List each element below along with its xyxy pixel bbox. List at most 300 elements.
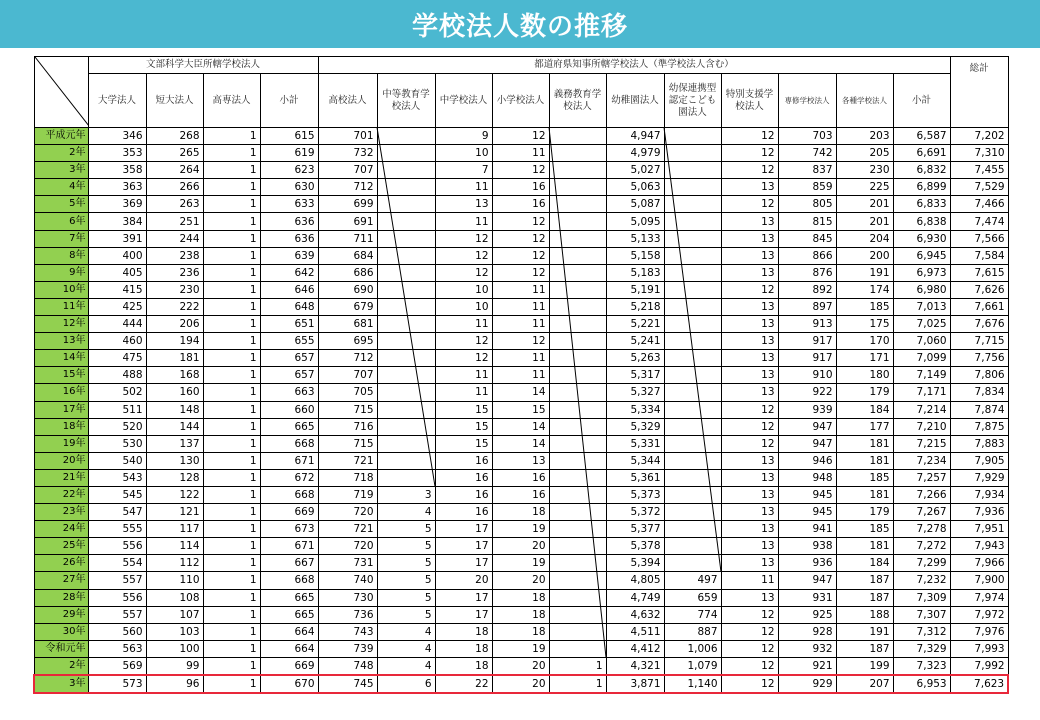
- value-cell: 6,980: [893, 281, 950, 298]
- value-cell: 7,312: [893, 623, 950, 640]
- value-cell: 4,511: [606, 623, 664, 640]
- value-cell: 716: [318, 418, 377, 435]
- table-row: [34, 675, 1008, 693]
- value-cell: 13: [721, 452, 778, 469]
- value-cell: 615: [260, 128, 318, 145]
- value-cell: 5: [377, 589, 435, 606]
- year-cell: 24年: [34, 521, 88, 538]
- value-cell: 569: [88, 657, 146, 675]
- value-cell: 17: [435, 538, 492, 555]
- value-cell: 170: [836, 333, 893, 350]
- value-cell: 13: [721, 350, 778, 367]
- value-cell: 7,972: [950, 606, 1008, 623]
- value-cell: 201: [836, 196, 893, 213]
- value-cell: 181: [146, 350, 203, 367]
- value-cell: 187: [836, 640, 893, 657]
- value-cell: 663: [260, 384, 318, 401]
- value-cell: 5,158: [606, 247, 664, 264]
- page-title: 学校法人数の推移: [411, 11, 628, 42]
- table-row: [34, 179, 1008, 196]
- value-cell: 7,974: [950, 589, 1008, 606]
- value-cell: 230: [836, 162, 893, 179]
- value-cell: [549, 213, 606, 230]
- value-cell: 5,063: [606, 179, 664, 196]
- value-cell: 425: [88, 298, 146, 315]
- value-cell: 945: [778, 486, 836, 503]
- value-cell: 12: [721, 281, 778, 298]
- value-cell: 6: [377, 675, 435, 693]
- value-cell: 5,334: [606, 401, 664, 418]
- value-cell: 13: [435, 196, 492, 213]
- value-cell: [664, 384, 721, 401]
- value-cell: 206: [146, 316, 203, 333]
- table-row: [34, 230, 1008, 247]
- value-cell: [549, 452, 606, 469]
- value-cell: 346: [88, 128, 146, 145]
- table-row: [34, 316, 1008, 333]
- value-cell: 7,266: [893, 486, 950, 503]
- value-cell: 265: [146, 145, 203, 162]
- table-row: [34, 469, 1008, 486]
- value-cell: 7,215: [893, 435, 950, 452]
- value-cell: 668: [260, 486, 318, 503]
- value-cell: 107: [146, 606, 203, 623]
- value-cell: 7,149: [893, 367, 950, 384]
- value-cell: 642: [260, 264, 318, 281]
- value-cell: 16: [435, 486, 492, 503]
- value-cell: 511: [88, 401, 146, 418]
- value-cell: 475: [88, 350, 146, 367]
- value-cell: 668: [260, 435, 318, 452]
- table-row: [34, 196, 1008, 213]
- value-cell: 925: [778, 606, 836, 623]
- value-cell: [664, 401, 721, 418]
- value-cell: 947: [778, 418, 836, 435]
- value-cell: 7,257: [893, 469, 950, 486]
- value-cell: 648: [260, 298, 318, 315]
- value-cell: 639: [260, 247, 318, 264]
- value-cell: 664: [260, 623, 318, 640]
- value-cell: 203: [836, 128, 893, 145]
- table-row: [34, 350, 1008, 367]
- value-cell: 12: [435, 264, 492, 281]
- value-cell: [377, 298, 435, 315]
- value-cell: 205: [836, 145, 893, 162]
- value-cell: 13: [721, 298, 778, 315]
- value-cell: 530: [88, 435, 146, 452]
- table-row: [34, 555, 1008, 572]
- value-cell: 114: [146, 538, 203, 555]
- value-cell: 695: [318, 333, 377, 350]
- column-header-koko: 高校法人: [318, 74, 377, 128]
- year-cell: 7年: [34, 230, 88, 247]
- value-cell: 739: [318, 640, 377, 657]
- value-cell: 4,321: [606, 657, 664, 675]
- column-header-yoho: 幼保連携型認定こども園法人: [664, 74, 721, 128]
- value-cell: [377, 418, 435, 435]
- value-cell: 7,934: [950, 486, 1008, 503]
- value-cell: 672: [260, 469, 318, 486]
- column-header-yochien: 幼稚園法人: [606, 74, 664, 128]
- value-cell: 108: [146, 589, 203, 606]
- value-cell: 560: [88, 623, 146, 640]
- value-cell: 12: [435, 230, 492, 247]
- value-cell: 845: [778, 230, 836, 247]
- value-cell: 7,715: [950, 333, 1008, 350]
- value-cell: 13: [721, 213, 778, 230]
- column-header-tandai: 短大法人: [146, 74, 203, 128]
- value-cell: 6,953: [893, 675, 950, 693]
- value-cell: 251: [146, 213, 203, 230]
- value-cell: 13: [721, 589, 778, 606]
- value-cell: 4: [377, 504, 435, 521]
- value-cell: 13: [721, 555, 778, 572]
- value-cell: 7,626: [950, 281, 1008, 298]
- value-cell: 665: [260, 589, 318, 606]
- year-cell: 14年: [34, 350, 88, 367]
- value-cell: [664, 435, 721, 452]
- value-cell: 13: [721, 384, 778, 401]
- value-cell: 5,183: [606, 264, 664, 281]
- value-cell: 6,587: [893, 128, 950, 145]
- table-row: [34, 435, 1008, 452]
- value-cell: [549, 538, 606, 555]
- value-cell: 712: [318, 350, 377, 367]
- value-cell: 7,278: [893, 521, 950, 538]
- value-cell: [664, 179, 721, 196]
- table-row: [34, 572, 1008, 589]
- table-row: [34, 640, 1008, 657]
- value-cell: 5,329: [606, 418, 664, 435]
- value-cell: 7,993: [950, 640, 1008, 657]
- column-header-tokubetsu: 特別支援学校法人: [721, 74, 778, 128]
- value-cell: 112: [146, 555, 203, 572]
- value-cell: 110: [146, 572, 203, 589]
- value-cell: 659: [664, 589, 721, 606]
- value-cell: 917: [778, 333, 836, 350]
- value-cell: 19: [492, 640, 549, 657]
- value-cell: 623: [260, 162, 318, 179]
- value-cell: 557: [88, 572, 146, 589]
- value-cell: 679: [318, 298, 377, 315]
- value-cell: 181: [836, 538, 893, 555]
- value-cell: [549, 145, 606, 162]
- column-header-chuto: 中等教育学校法人: [377, 74, 435, 128]
- value-cell: [549, 572, 606, 589]
- value-cell: 1: [203, 230, 260, 247]
- year-cell: 4年: [34, 179, 88, 196]
- value-cell: 14: [492, 384, 549, 401]
- value-cell: 400: [88, 247, 146, 264]
- value-cell: 14: [492, 435, 549, 452]
- value-cell: 3: [377, 486, 435, 503]
- table-row: [34, 384, 1008, 401]
- value-cell: 5,263: [606, 350, 664, 367]
- value-cell: 191: [836, 623, 893, 640]
- value-cell: [664, 333, 721, 350]
- value-cell: 7,267: [893, 504, 950, 521]
- year-cell: 13年: [34, 333, 88, 350]
- value-cell: 7: [435, 162, 492, 179]
- value-cell: 1: [203, 606, 260, 623]
- value-cell: 16: [492, 486, 549, 503]
- value-cell: 7,307: [893, 606, 950, 623]
- value-cell: 4,947: [606, 128, 664, 145]
- value-cell: 191: [836, 264, 893, 281]
- value-cell: 657: [260, 367, 318, 384]
- value-cell: 7,900: [950, 572, 1008, 589]
- value-cell: [549, 555, 606, 572]
- value-cell: 740: [318, 572, 377, 589]
- value-cell: 16: [435, 469, 492, 486]
- value-cell: 5: [377, 606, 435, 623]
- value-cell: 7,883: [950, 435, 1008, 452]
- value-cell: 16: [492, 196, 549, 213]
- value-cell: [377, 350, 435, 367]
- value-cell: 11: [492, 367, 549, 384]
- value-cell: 177: [836, 418, 893, 435]
- value-cell: 12: [721, 401, 778, 418]
- value-cell: [549, 623, 606, 640]
- value-cell: 701: [318, 128, 377, 145]
- value-cell: 936: [778, 555, 836, 572]
- value-cell: 7,299: [893, 555, 950, 572]
- table-row: [34, 418, 1008, 435]
- table-row: [34, 401, 1008, 418]
- value-cell: 1,079: [664, 657, 721, 675]
- value-cell: 7,210: [893, 418, 950, 435]
- value-cell: 266: [146, 179, 203, 196]
- value-cell: 897: [778, 298, 836, 315]
- value-cell: 238: [146, 247, 203, 264]
- title-bar: [0, 0, 1040, 48]
- value-cell: 665: [260, 606, 318, 623]
- value-cell: 11: [492, 350, 549, 367]
- value-cell: 7,060: [893, 333, 950, 350]
- value-cell: 932: [778, 640, 836, 657]
- value-cell: 660: [260, 401, 318, 418]
- value-cell: 557: [88, 606, 146, 623]
- value-cell: 4,749: [606, 589, 664, 606]
- value-cell: [377, 213, 435, 230]
- value-cell: 17: [435, 555, 492, 572]
- value-cell: 917: [778, 350, 836, 367]
- year-cell: 22年: [34, 486, 88, 503]
- value-cell: 171: [836, 350, 893, 367]
- value-cell: 11: [492, 145, 549, 162]
- year-cell: 25年: [34, 538, 88, 555]
- value-cell: 876: [778, 264, 836, 281]
- value-cell: 691: [318, 213, 377, 230]
- value-cell: 1: [203, 333, 260, 350]
- value-cell: 7,202: [950, 128, 1008, 145]
- table-row: [34, 281, 1008, 298]
- value-cell: 137: [146, 435, 203, 452]
- value-cell: [549, 401, 606, 418]
- table-row: [34, 486, 1008, 503]
- value-cell: 17: [435, 606, 492, 623]
- value-cell: 353: [88, 145, 146, 162]
- value-cell: 7,834: [950, 384, 1008, 401]
- school-corporation-table: [33, 56, 1009, 694]
- value-cell: [377, 281, 435, 298]
- year-cell: 20年: [34, 452, 88, 469]
- value-cell: 122: [146, 486, 203, 503]
- value-cell: [377, 367, 435, 384]
- value-cell: [549, 264, 606, 281]
- value-cell: 222: [146, 298, 203, 315]
- value-cell: 7,676: [950, 316, 1008, 333]
- table-row: [34, 162, 1008, 179]
- value-cell: [549, 247, 606, 264]
- value-cell: 5,378: [606, 538, 664, 555]
- value-cell: [664, 316, 721, 333]
- value-cell: 7,329: [893, 640, 950, 657]
- value-cell: 17: [435, 589, 492, 606]
- value-cell: 720: [318, 538, 377, 555]
- value-cell: 17: [435, 521, 492, 538]
- value-cell: 554: [88, 555, 146, 572]
- value-cell: 1: [203, 401, 260, 418]
- value-cell: 5,394: [606, 555, 664, 572]
- value-cell: 225: [836, 179, 893, 196]
- value-cell: 5: [377, 555, 435, 572]
- value-cell: 187: [836, 589, 893, 606]
- value-cell: [377, 145, 435, 162]
- value-cell: 815: [778, 213, 836, 230]
- value-cell: 547: [88, 504, 146, 521]
- value-cell: 4: [377, 657, 435, 675]
- value-cell: 264: [146, 162, 203, 179]
- value-cell: 6,899: [893, 179, 950, 196]
- value-cell: 268: [146, 128, 203, 145]
- value-cell: 913: [778, 316, 836, 333]
- column-header-kakushu: 各種学校法人: [836, 74, 893, 128]
- value-cell: [664, 247, 721, 264]
- value-cell: 555: [88, 521, 146, 538]
- value-cell: [549, 162, 606, 179]
- value-cell: 636: [260, 230, 318, 247]
- value-cell: 707: [318, 162, 377, 179]
- value-cell: 10: [435, 298, 492, 315]
- value-cell: 938: [778, 538, 836, 555]
- value-cell: 1: [203, 418, 260, 435]
- value-cell: 15: [435, 435, 492, 452]
- value-cell: 187: [836, 572, 893, 589]
- year-cell: 28年: [34, 589, 88, 606]
- value-cell: 7,661: [950, 298, 1008, 315]
- value-cell: 1: [203, 145, 260, 162]
- value-cell: 12: [721, 675, 778, 693]
- value-cell: 7,966: [950, 555, 1008, 572]
- value-cell: 646: [260, 281, 318, 298]
- value-cell: 7,566: [950, 230, 1008, 247]
- value-cell: 11: [492, 281, 549, 298]
- value-cell: 13: [721, 504, 778, 521]
- table-row: [34, 521, 1008, 538]
- value-cell: 1: [203, 247, 260, 264]
- year-cell: 30年: [34, 623, 88, 640]
- year-cell: 平成元年: [34, 128, 88, 145]
- value-cell: 633: [260, 196, 318, 213]
- value-cell: 11: [435, 213, 492, 230]
- value-cell: 7,929: [950, 469, 1008, 486]
- value-cell: 168: [146, 367, 203, 384]
- value-cell: 18: [435, 623, 492, 640]
- column-header-senshu: 専修学校法人: [778, 74, 836, 128]
- value-cell: 5,191: [606, 281, 664, 298]
- value-cell: 947: [778, 572, 836, 589]
- value-cell: 103: [146, 623, 203, 640]
- value-cell: 657: [260, 350, 318, 367]
- column-header-gimu: 義務教育学校法人: [549, 74, 606, 128]
- value-cell: 805: [778, 196, 836, 213]
- value-cell: 391: [88, 230, 146, 247]
- value-cell: 1: [203, 196, 260, 213]
- value-cell: 363: [88, 179, 146, 196]
- value-cell: 1: [203, 128, 260, 145]
- value-cell: 7,171: [893, 384, 950, 401]
- value-cell: 13: [721, 521, 778, 538]
- value-cell: 732: [318, 145, 377, 162]
- value-cell: 4,979: [606, 145, 664, 162]
- year-cell: 16年: [34, 384, 88, 401]
- value-cell: 11: [435, 316, 492, 333]
- value-cell: 13: [721, 469, 778, 486]
- value-cell: 180: [836, 367, 893, 384]
- value-cell: 12: [721, 418, 778, 435]
- value-cell: 12: [721, 162, 778, 179]
- value-cell: 5,327: [606, 384, 664, 401]
- value-cell: 9: [435, 128, 492, 145]
- value-cell: 1,006: [664, 640, 721, 657]
- value-cell: 931: [778, 589, 836, 606]
- value-cell: [549, 418, 606, 435]
- value-cell: [664, 452, 721, 469]
- value-cell: 130: [146, 452, 203, 469]
- value-cell: [549, 589, 606, 606]
- value-cell: 15: [492, 401, 549, 418]
- value-cell: 7,936: [950, 504, 1008, 521]
- value-cell: 721: [318, 521, 377, 538]
- value-cell: 520: [88, 418, 146, 435]
- value-cell: 669: [260, 504, 318, 521]
- value-cell: 3,871: [606, 675, 664, 693]
- table-row: [34, 247, 1008, 264]
- value-cell: 7,466: [950, 196, 1008, 213]
- value-cell: [664, 145, 721, 162]
- value-cell: 7,992: [950, 657, 1008, 675]
- year-cell: 8年: [34, 247, 88, 264]
- value-cell: 19: [492, 521, 549, 538]
- value-cell: 7,951: [950, 521, 1008, 538]
- value-cell: 12: [435, 333, 492, 350]
- value-cell: 669: [260, 657, 318, 675]
- table-wrapper: [33, 56, 1007, 694]
- value-cell: 705: [318, 384, 377, 401]
- value-cell: 1: [203, 264, 260, 281]
- year-cell: 23年: [34, 504, 88, 521]
- value-cell: 664: [260, 640, 318, 657]
- value-cell: [377, 264, 435, 281]
- value-cell: 7,214: [893, 401, 950, 418]
- value-cell: 12: [721, 435, 778, 452]
- value-cell: 668: [260, 572, 318, 589]
- value-cell: 922: [778, 384, 836, 401]
- value-cell: 7,874: [950, 401, 1008, 418]
- value-cell: 20: [492, 657, 549, 675]
- value-cell: 5: [377, 538, 435, 555]
